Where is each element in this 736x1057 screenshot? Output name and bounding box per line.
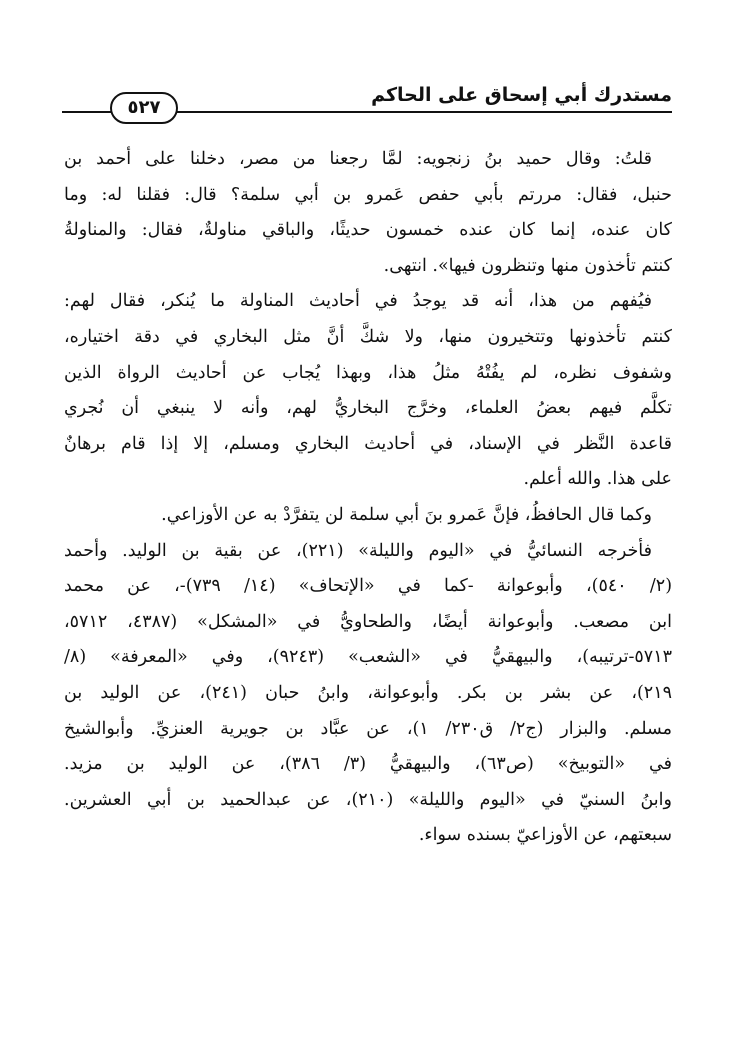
page-number-badge: ٥٢٧ bbox=[110, 92, 178, 124]
text-line: مسلم. والبزار (ج٢/ ق٢٣٠/ ١)، عن عبَّاد بن جويرية العنزيِّ. وأبوالشيخ bbox=[64, 718, 672, 739]
text-line: سبعتهم، عن الأوزاعيّ بسنده سواء. bbox=[418, 825, 672, 846]
text-line: ٥٧١٣-ترتيبه)، والبيهقيُّ في «الشعب» (٩٢٤٣)، وفي «المعرفة» (٨/ bbox=[64, 647, 672, 668]
page-body bbox=[64, 142, 672, 854]
text-line: فأخرجه النسائيُّ في «اليوم والليلة» (٢٢١)، عن بقية بن الوليد. وأحمد bbox=[64, 540, 652, 561]
text-line: كنتم تأخذون منها وتنظرون فيها». انتهى. bbox=[383, 255, 672, 276]
running-title: مستدرك أبي إسحاق على الحاكم bbox=[371, 84, 672, 106]
text-line: كان عنده، إنما كان عنده خمسون حديثًا، والباقي مناولةٌ، فقال: والمناولةُ bbox=[64, 220, 672, 241]
text-line: حنبل، فقال: مررتم بأبي حفص عَمرو بن أبي سلمة؟ قال: فقلنا له: وما bbox=[64, 184, 672, 205]
text-line: وابنُ السنيّ في «اليوم والليلة» (٢١٠)، عن عبدالحميد بن أبي العشرين. bbox=[64, 789, 672, 810]
text-line: على هذا. والله أعلم. bbox=[523, 469, 672, 490]
text-line: قاعدة النَّظر في الإسناد، في أحاديث البخاري ومسلم، إلا إذا قام برهانٌ bbox=[64, 433, 672, 454]
text-line: تكلَّم فيهم بعضُ العلماء، وخرَّج البخاريُّ لهم، وأنه لا ينبغي أن نُجري bbox=[64, 398, 672, 419]
page-header bbox=[62, 78, 672, 122]
text-line: في «التوبيخ» (ص٦٣)، والبيهقيُّ (٣/ ٣٨٦)، عن الوليد بن مزيد. bbox=[64, 754, 672, 775]
text-line: ابن مصعب. وأبوعوانة أيضًا، والطحاويُّ في «المشكل» (٤٣٨٧، ٥٧١٢، bbox=[64, 611, 672, 632]
text-line: وشفوف نظره، لم يفُتْهُ مثلُ هذا، وبهذا يُجاب عن أحاديث الرواة الذين bbox=[64, 362, 672, 383]
text-line: ٢١٩)، عن بشر بن بكر. وأبوعوانة، وابنُ حبان (٢٤١)، عن الوليد بن bbox=[64, 682, 672, 703]
text-line: كنتم تأخذونها وتتخيرون منها، ولا شكَّ أنَّ مثل البخاري في دقة اختياره، bbox=[64, 326, 672, 347]
text-line: فيُفهم من هذا، أنه قد يوجدُ في أحاديث المناولة ما يُنكر، فقال لهم: bbox=[64, 291, 652, 312]
text-line: وكما قال الحافظُ، فإنَّ عَمرو بنَ أبي سلمة لن يتفرَّدْ به عن الأوزاعي. bbox=[161, 504, 652, 525]
text-line: قلتُ: وقال حميد بنُ زنجويه: لمَّا رجعنا من مصر، دخلنا على أحمد بن bbox=[64, 149, 652, 169]
text-line: (٢/ ٥٤٠)، وأبوعوانة -كما في «الإتحاف» (١٤/ ٧٣٩)-، عن محمد bbox=[64, 576, 672, 597]
